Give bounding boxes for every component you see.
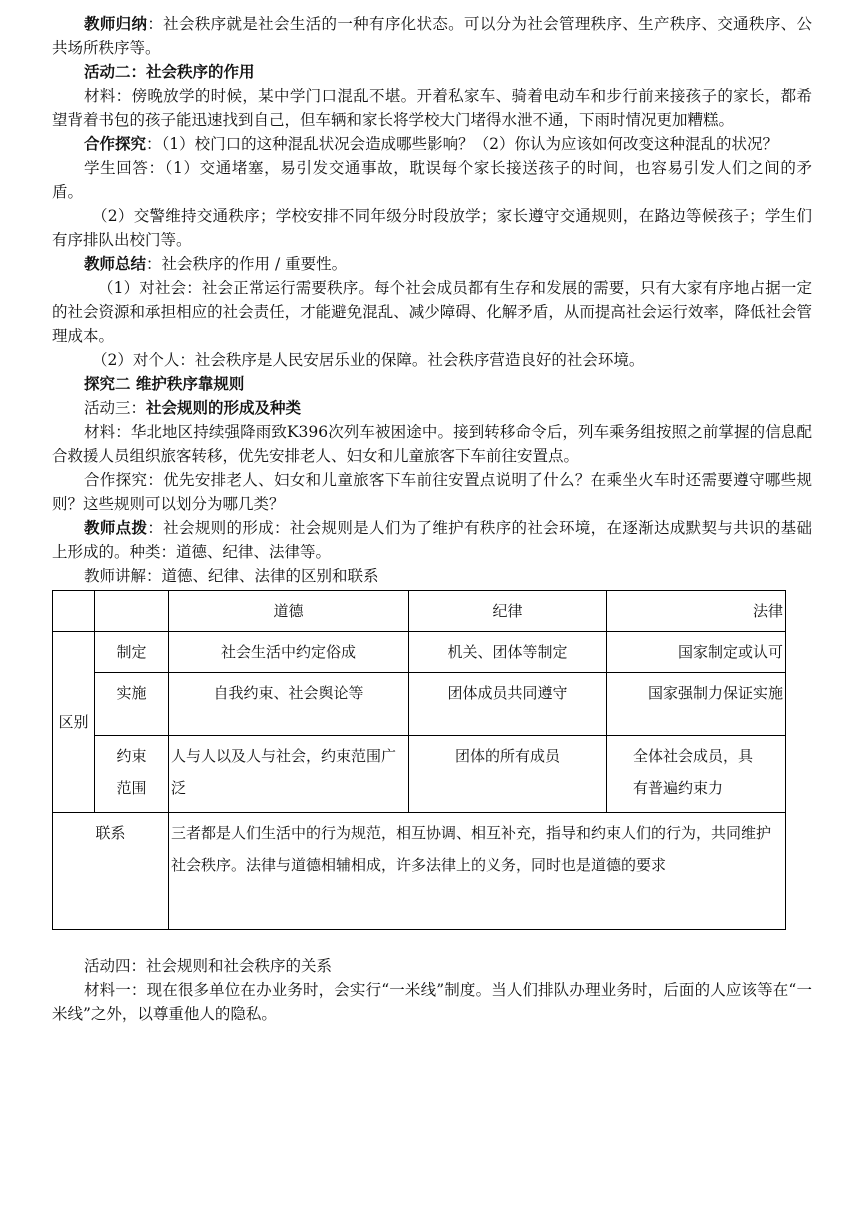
table-corner-cell	[95, 591, 169, 632]
relation-text: 三者都是人们生活中的行为规范，相互协调、相互补充，指导和约束人们的行为，共同维护社会秩序。法律与道德相辅相成，许多法律上的义务，同时也是道德的要求	[169, 813, 786, 930]
cell-morality-implementation: 自我约束、社会舆论等	[169, 673, 409, 736]
cell-morality-scope: 人与人以及人与社会，约束范围广泛	[169, 736, 409, 813]
row-label-scope: 约束范围	[95, 736, 169, 813]
relation-label: 联系	[53, 813, 169, 930]
cell-discipline-formulation: 机关、团体等制定	[409, 632, 607, 673]
cell-law-implementation: 国家强制力保证实施	[607, 673, 786, 736]
teacher-explain-line: 教师讲解：道德、纪律、法律的区别和联系	[84, 567, 379, 585]
cell-discipline-scope: 团体的所有成员	[409, 736, 607, 813]
teacher-summary-heading: 教师总结：社会秩序的作用 / 重要性。	[84, 254, 348, 273]
student-answer-2: （2）交警维持交通秩序；学校安排不同年级分时段放学；家长遵守交通规则，在路边等候孩子；学生们有序排队出校门等。	[52, 207, 812, 249]
teacher-hint-paragraph: 教师点拨：社会规则的形成：社会规则是人们为了维护有秩序的社会环境，在逐渐达成默契与共识的基础上形成的。种类：道德、纪律、法律等。	[52, 518, 812, 561]
header-law: 法律	[607, 591, 786, 632]
cell-morality-formulation: 社会生活中约定俗成	[169, 632, 409, 673]
table-row	[53, 632, 786, 673]
cooperative-inquiry-2: 合作探究：优先安排老人、妇女和儿童旅客下车前往安置点说明了什么？在乘坐火车时还需要遵守哪些规则？这些规则可以划分为哪几类？	[52, 471, 812, 513]
cell-discipline-implementation: 团体成员共同遵守	[409, 673, 607, 736]
summary-for-individual: （2）对个人：社会秩序是人民安居乐业的保障。社会秩序营造良好的社会环境。	[92, 351, 645, 369]
material-3-paragraph: 材料一：现在很多单位在办业务时，会实行“一米线”制度。当人们排队办理业务时，后面的人应该等在“一米线”之外，以尊重他人的隐私。	[52, 981, 812, 1023]
header-morality: 道德	[169, 591, 409, 632]
row-label-formulation: 制定	[95, 632, 169, 673]
activity-3-heading: 活动三：社会规则的形成及种类	[84, 398, 302, 417]
explore-2-heading: 探究二 维护秩序靠规则	[84, 374, 245, 393]
material-1-paragraph: 材料：傍晚放学的时候，某中学门口混乱不堪。开着私家车、骑着电动车和步行前来接孩子的家长，都希望背着书包的孩子能迅速找到自己，但车辆和家长将学校大门堵得水泄不通，下雨时情况更加糟糕。	[52, 87, 812, 129]
table-row	[53, 813, 786, 930]
table-row	[53, 736, 786, 813]
table-header-row	[53, 591, 786, 632]
teacher-conclusion-label: 教师归纳	[84, 14, 148, 33]
table-row	[53, 673, 786, 736]
student-answer-1: 学生回答：（1）交通堵塞，易引发交通事故，耽误每个家长接送孩子的时间，也容易引发人们之间的矛盾。	[52, 159, 812, 201]
comparison-table	[52, 590, 786, 930]
document-page	[52, 12, 812, 1026]
activity-4-line: 活动四：社会规则和社会秩序的关系	[84, 957, 333, 975]
summary-for-society: （1）对社会：社会正常运行需要秩序。每个社会成员都有生存和发展的需要，只有大家有序地占据一定的社会资源和承担相应的社会责任，才能避免混乱、减少障碍、化解矛盾，从而提高社会运行效率，降低社会管理成本。	[52, 279, 812, 345]
header-discipline: 纪律	[409, 591, 607, 632]
table-corner-cell	[53, 591, 95, 632]
activity-2-heading: 活动二：社会秩序的作用	[84, 62, 255, 81]
cell-law-formulation: 国家制定或认可	[607, 632, 786, 673]
spacer	[52, 930, 812, 954]
teacher-conclusion-paragraph: 教师归纳：社会秩序就是社会生活的一种有序化状态。可以分为社会管理秩序、生产秩序、交通秩序、公共场所秩序等。	[52, 14, 812, 57]
material-2-paragraph: 材料：华北地区持续强降雨致K396次列车被困途中。接到转移命令后，列车乘务组按照之前掌握的信息配合救援人员组织旅客转移，优先安排老人、妇女和儿童旅客下车前往安置点。	[52, 423, 812, 465]
row-label-implementation: 实施	[95, 673, 169, 736]
difference-label: 区别	[53, 632, 95, 813]
cooperative-inquiry-1: 合作探究：（1）校门口的这种混乱状况会造成哪些影响？（2）你认为应该如何改变这种混乱的状况？	[84, 134, 778, 153]
cell-law-scope: 全体社会成员，具有普遍约束力	[607, 736, 786, 813]
